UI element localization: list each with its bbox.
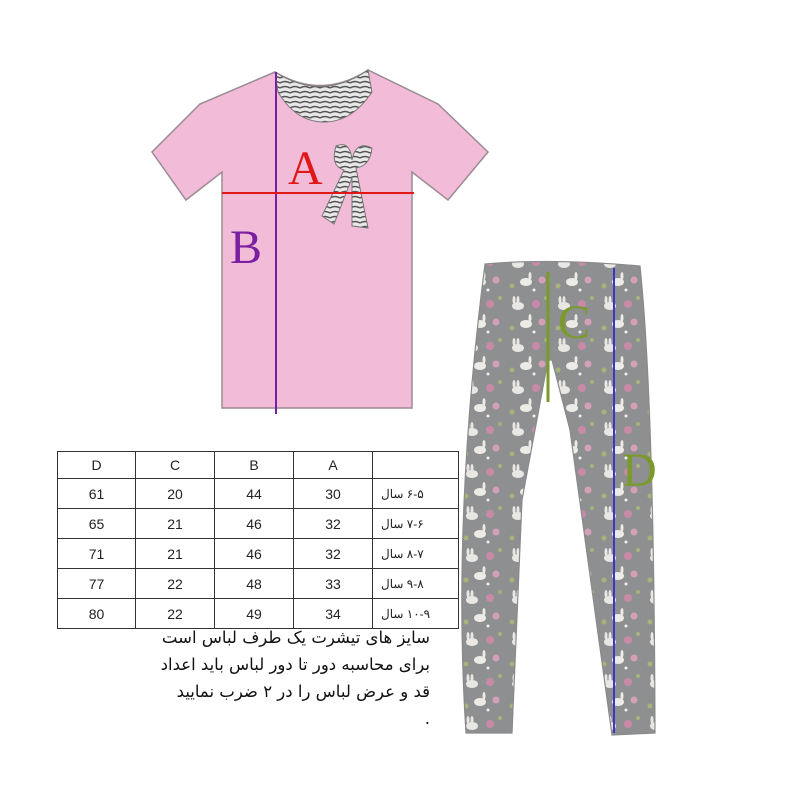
cell-age: ۱۰-۹ سال: [373, 599, 459, 629]
cell-c: 20: [136, 479, 215, 509]
note-line-1: سایز های تیشرت یک طرف لباس است: [161, 628, 430, 647]
size-table: [57, 451, 459, 629]
col-header-c: C: [136, 452, 215, 479]
col-header-a: A: [294, 452, 373, 479]
cell-d: 61: [58, 479, 136, 509]
note-line-2: برای محاسبه دور تا دور لباس باید اعداد: [160, 655, 430, 674]
cell-age: ۶-۵ سال: [373, 479, 459, 509]
cell-age: ۹-۸ سال: [373, 569, 459, 599]
table-row: [58, 539, 459, 569]
cell-c: 21: [136, 539, 215, 569]
col-header-d: D: [58, 452, 136, 479]
cell-a: 33: [294, 569, 373, 599]
cell-d: 77: [58, 569, 136, 599]
cell-age: ۸-۷ سال: [373, 539, 459, 569]
note-line-4: .: [424, 709, 430, 728]
cell-b: 49: [215, 599, 294, 629]
note-line-3: قد و عرض لباس را در ۲ ضرب نمایید: [176, 682, 430, 701]
label-a: A: [288, 142, 323, 195]
table-row: [58, 569, 459, 599]
cell-c: 21: [136, 509, 215, 539]
col-header-age: [373, 452, 459, 479]
cell-age: ۷-۶ سال: [373, 509, 459, 539]
cell-c: 22: [136, 599, 215, 629]
cell-d: 65: [58, 509, 136, 539]
label-b: B: [230, 221, 263, 274]
size-table-header: [58, 452, 459, 479]
tshirt: [152, 70, 488, 408]
cell-b: 48: [215, 569, 294, 599]
cell-a: 32: [294, 509, 373, 539]
label-d: D: [622, 444, 657, 497]
cell-b: 46: [215, 539, 294, 569]
col-header-b: B: [215, 452, 294, 479]
cell-b: 44: [215, 479, 294, 509]
cell-a: 30: [294, 479, 373, 509]
cell-b: 46: [215, 509, 294, 539]
table-row: [58, 509, 459, 539]
cell-c: 22: [136, 569, 215, 599]
size-note: [60, 624, 430, 732]
cell-d: 80: [58, 599, 136, 629]
cell-a: 32: [294, 539, 373, 569]
cell-d: 71: [58, 539, 136, 569]
label-c: C: [558, 296, 591, 349]
table-row: [58, 479, 459, 509]
cell-a: 34: [294, 599, 373, 629]
